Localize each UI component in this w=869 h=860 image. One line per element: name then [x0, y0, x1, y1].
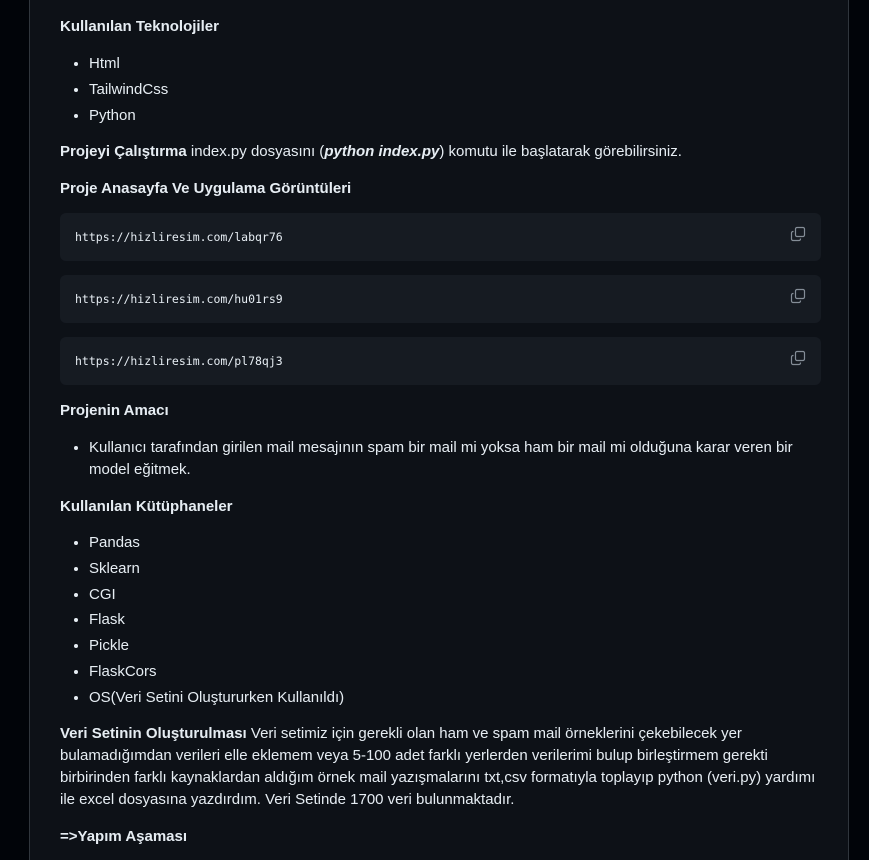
- list-item: • Html: [89, 51, 821, 77]
- list-item: • Pickle: [89, 633, 821, 659]
- purpose-heading: Projenin Amacı: [60, 402, 169, 419]
- run-text-2: ) komutu ile başlatarak görebilirsiniz.: [439, 143, 682, 160]
- list-item: • Flask: [89, 607, 821, 633]
- code-text: https://hizliresim.com/hu01rs9: [75, 292, 283, 306]
- technologies-list: [60, 51, 821, 128]
- run-command: python index.py: [324, 143, 440, 160]
- readme-panel: [29, 0, 849, 860]
- list-item: • CGI: [89, 582, 821, 608]
- list-item: • Kullanıcı tarafından girilen mail mesajının spam bir mail mi yoksa ham bir mail mi olduğuna karar veren bir model eğitmek.: [89, 437, 821, 481]
- purpose-list: [60, 437, 821, 481]
- code-block: [60, 275, 821, 323]
- libraries-heading: Kullanılan Kütüphaneler: [60, 498, 233, 515]
- list-item: • TailwindCss: [89, 77, 821, 103]
- build-heading: =>Yapım Aşaması: [60, 828, 188, 845]
- code-text: https://hizliresim.com/labqr76: [75, 230, 283, 244]
- technologies-heading: Kullanılan Teknolojiler: [60, 18, 219, 35]
- list-item: • OS(Veri Setini Oluştururken Kullanıldı): [89, 685, 821, 711]
- code-block: [60, 337, 821, 385]
- run-instructions: [60, 141, 821, 163]
- list-item: • Sklearn: [89, 556, 821, 582]
- code-text: https://hizliresim.com/pl78qj3: [75, 354, 283, 368]
- copy-icon[interactable]: [790, 350, 806, 366]
- dataset-label: Veri Setinin Oluşturulması: [60, 725, 247, 742]
- dataset-paragraph: [60, 723, 821, 811]
- run-label: Projeyi Çalıştırma: [60, 143, 187, 160]
- list-item: • Pandas: [89, 530, 821, 556]
- list-item: • Python: [89, 103, 821, 129]
- screens-heading: Proje Anasayfa Ve Uygulama Görüntüleri: [60, 180, 352, 197]
- libraries-list: [60, 530, 821, 711]
- run-text-1: index.py dosyasını (: [186, 143, 325, 160]
- copy-icon[interactable]: [790, 288, 806, 304]
- code-block: [60, 213, 821, 261]
- list-item: • FlaskCors: [89, 659, 821, 685]
- dataset-text: Veri setimiz için gerekli olan ham ve spam mail örneklerini çekebilecek yer bulamadığımdan verileri elle eklemem veya 5-100 adet farklı yerlerden verilerimi bulup birleştirmem gerekti birbirinden farklı kaynaklardan aldığım örnek mail yazışmalarını txt,csv formatıyla toplayıp python (veri.py) yardımı ile excel dosyasına yazdırdım. Veri Setinde 1700 veri bulunmaktadır.: [60, 725, 816, 808]
- copy-icon[interactable]: [790, 226, 806, 242]
